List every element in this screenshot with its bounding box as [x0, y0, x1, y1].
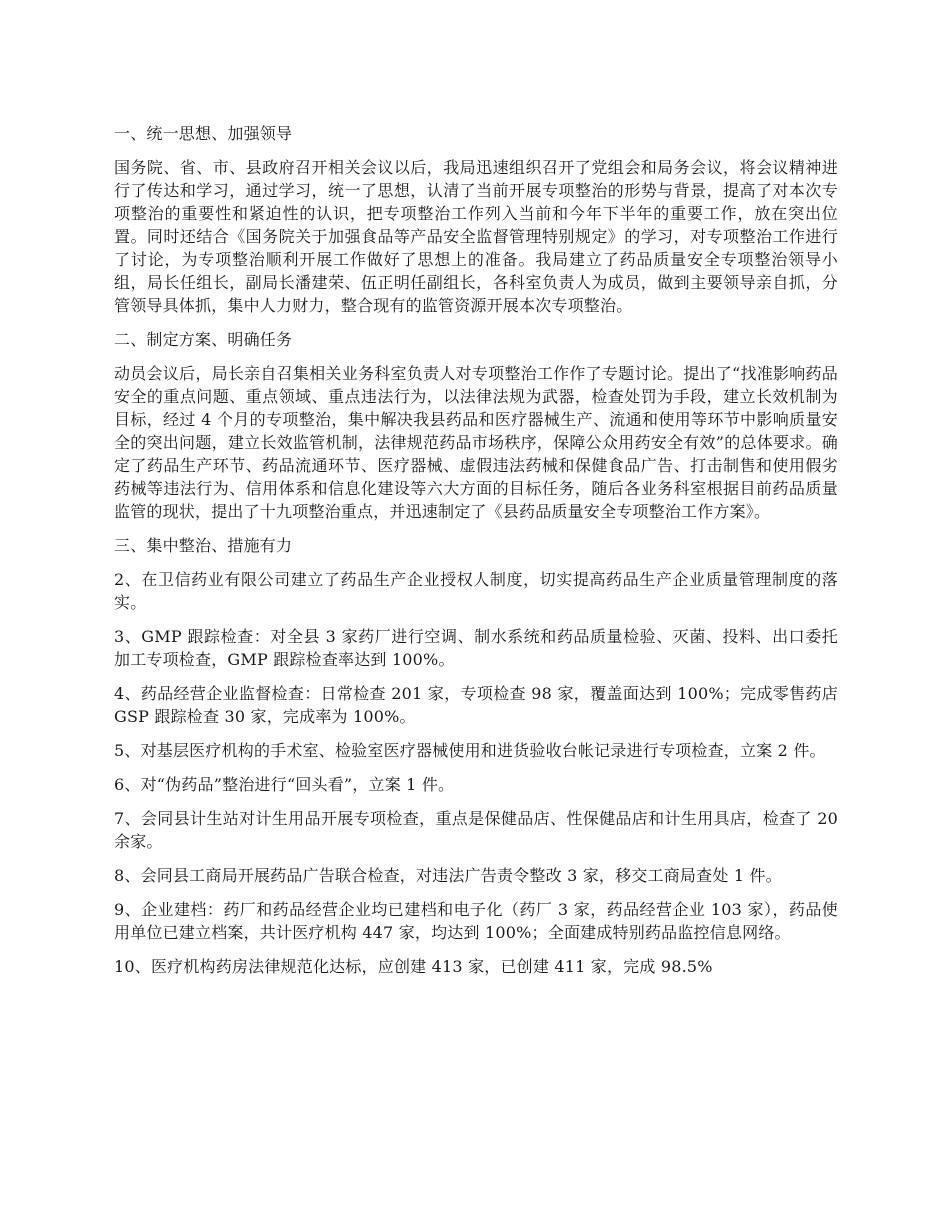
- section-3-item-9: 9、企业建档：药厂和药品经营企业均已建档和电子化（药厂 3 家，药品经营企业 103 家），药品使用单位已建立档案，共计医疗机构 447 家，均达到 100%；全面建成特别药品监控信息网络。: [114, 900, 838, 942]
- section-3-item-5: 5、对基层医疗机构的手术室、检验室医疗器械使用和进货验收台帐记录进行专项检查，立案 2 件。: [114, 741, 826, 760]
- section-3-item-2: 2、在卫信药业有限公司建立了药品生产企业授权人制度，切实提高药品生产企业质量管理制度的落实。: [114, 570, 838, 612]
- section-3-item-7: 7、会同县计生站对计生用品开展专项检查，重点是保健品店、性保健品店和计生用具店，检查了 20 余家。: [114, 809, 838, 851]
- section-3-item-6: 6、对“伪药品”整治进行“回头看”，立案 1 件。: [114, 775, 455, 794]
- section-2-paragraph-1: 动员会议后，局长亲自召集相关业务科室负责人对专项整治工作作了专题讨论。提出了“找准影响药品安全的重点问题、重点领域、重点违法行为，以法律法规为武器，检查处罚为手段，建立长效机制为目标，经过 4 个月的专项整治，集中解决我县药品和医疗器械生产、流通和使用等环节中影响质量安全的突出问题，建立长效监管机制，法律规范药品市场秩序，保障公众用药安全有效”的总体要求。确定了药品生产环节、药品流通环节、医疗器械、虚假违法药械和保健食品广告、打击制售和使用假劣药械等违法行为、信用体系和信息化建设等六大方面的目标任务，随后各业务科室根据目前药品质量监管的现状，提出了十九项整治重点，并迅速制定了《县药品质量安全专项整治工作方案》。: [114, 364, 838, 521]
- document-page: [114, 122, 838, 989]
- section-1-heading: 一、统一思想、加强领导: [114, 124, 293, 143]
- section-1-paragraph-1: 国务院、省、市、县政府召开相关会议以后，我局迅速组织召开了党组会和局务会议，将会议精神进行了传达和学习，通过学习，统一了思想，认清了当前开展专项整治的形势与背景，提高了对本次专项整治的重要性和紧迫性的认识，把专项整治工作列入当前和今年下半年的重要工作，放在突出位置。同时还结合《国务院关于加强食品等产品安全监督管理特别规定》的学习，对专项整治工作进行了讨论，为专项整治顺利开展工作做好了思想上的准备。我局建立了药品质量安全专项整治领导小组，局长任组长，副局长潘建荣、伍正明任副组长，各科室负责人为成员，做到主要领导亲自抓，分管领导具体抓，集中人力财力，整合现有的监管资源开展本次专项整治。: [114, 158, 838, 315]
- section-3-heading: 三、集中整治、措施有力: [114, 536, 293, 555]
- section-3-item-4: 4、药品经营企业监督检查：日常检查 201 家，专项检查 98 家，覆盖面达到 100%；完成零售药店 GSP 跟踪检查 30 家，完成率为 100%。: [114, 684, 838, 726]
- section-3-item-10: 10、医疗机构药房法律规范化达标，应创建 413 家，已创建 411 家，完成 98.5%: [114, 957, 713, 976]
- section-3-item-8: 8、会同县工商局开展药品广告联合检查，对违法广告责令整改 3 家，移交工商局查处 1 件。: [114, 866, 782, 885]
- section-3-item-3: 3、GMP 跟踪检查：对全县 3 家药厂进行空调、制水系统和药品质量检验、灭菌、投料、出口委托加工专项检查，GMP 跟踪检查率达到 100%。: [114, 627, 838, 669]
- section-2-heading: 二、制定方案、明确任务: [114, 330, 293, 349]
